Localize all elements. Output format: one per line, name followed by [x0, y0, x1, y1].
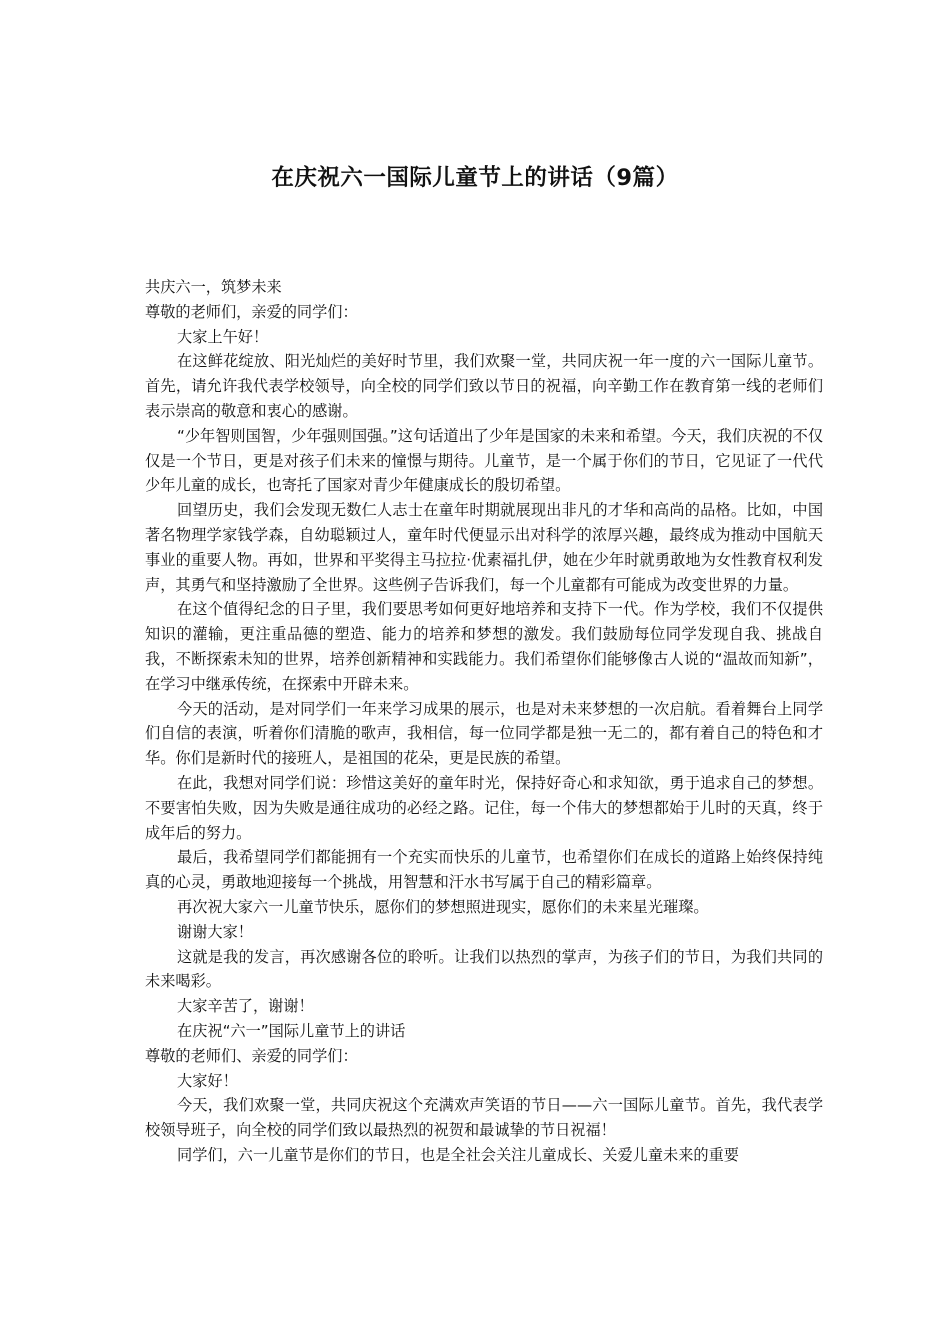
paragraph: 今天的活动，是对同学们一年来学习成果的展示，也是对未来梦想的一次启航。看着舞台上同学们自信的表演，听着你们清脆的歌声，我相信，每一位同学都是独一无二的，都有着自己的特色和才华。你们是新时代的接班人，是祖国的花朵，更是民族的希望。 — [145, 699, 823, 768]
paragraph: 尊敬的老师们，亲爱的同学们： — [145, 302, 358, 321]
paragraph: 在此，我想对同学们说：珍惜这美好的童年时光，保持好奇心和求知欲，勇于追求自己的梦想。不要害怕失败，因为失败是通往成功的必经之路。记住，每一个伟大的梦想都始于儿时的天真，终于成年后的努力。 — [145, 773, 823, 842]
paragraph: 在这鲜花绽放、阳光灿烂的美好时节里，我们欢聚一堂，共同庆祝一年一度的六一国际儿童节。首先，请允许我代表学校领导，向全校的同学们致以节日的祝福，向辛勤工作在教育第一线的老师们表示崇高的敬意和衷心的感谢。 — [145, 352, 823, 420]
paragraph: 同学们，六一儿童节是你们的节日，也是全社会关注儿童成长、关爱儿童未来的重要 — [177, 1145, 739, 1164]
paragraph: 在庆祝“六一”国际儿童节上的讲话 — [177, 1021, 406, 1040]
paragraph: 回望历史，我们会发现无数仁人志士在童年时期就展现出非凡的才华和高尚的品格。比如，中国著名物理学家钱学森，自幼聪颖过人，童年时代便显示出对科学的浓厚兴趣，最终成为推动中国航天事业的重要人物。再如，世界和平奖得主马拉拉·优素福扎伊，她在少年时就勇敢地为女性教育权利发声，其勇气和坚持激励了全世界。这些例子告诉我们，每一个儿童都有可能成为改变世界的力量。 — [145, 501, 823, 594]
document-body — [145, 275, 823, 1168]
paragraph: 尊敬的老师们、亲爱的同学们： — [145, 1046, 358, 1065]
paragraph: 大家好！ — [177, 1071, 238, 1090]
paragraph: 共庆六一，筑梦未来 — [145, 278, 282, 296]
paragraph: 再次祝大家六一儿童节快乐，愿你们的梦想照进现实，愿你们的未来星光璀璨。 — [177, 897, 709, 916]
paragraph: 今天，我们欢聚一堂，共同庆祝这个充满欢声笑语的节日——六一国际儿童节。首先，我代表学校领导班子，向全校的同学们致以最热烈的祝贺和最诚挚的节日祝福！ — [145, 1096, 823, 1140]
paragraph: 这就是我的发言，再次感谢各位的聆听。让我们以热烈的掌声，为孩子们的节日，为我们共同的未来喝彩。 — [145, 947, 823, 991]
paragraph: 大家辛苦了，谢谢！ — [177, 997, 314, 1016]
paragraph: 谢谢大家！ — [177, 922, 253, 941]
document-title: 在庆祝六一国际儿童节上的讲话（9篇） — [271, 165, 679, 191]
paragraph: 大家上午好！ — [177, 327, 269, 346]
paragraph: 最后，我希望同学们都能拥有一个充实而快乐的儿童节，也希望你们在成长的道路上始终保持纯真的心灵，勇敢地迎接每一个挑战，用智慧和汗水书写属于自己的精彩篇章。 — [145, 848, 823, 892]
paragraph: “少年智则国智，少年强则国强。”这句话道出了少年是国家的未来和希望。今天，我们庆祝的不仅仅是一个节日，更是对孩子们未来的憧憬与期待。儿童节，是一个属于你们的节日，它见证了一代代少年儿童的成长，也寄托了国家对青少年健康成长的殷切希望。 — [145, 426, 824, 495]
paragraph: 在这个值得纪念的日子里，我们要思考如何更好地培养和支持下一代。作为学校，我们不仅提供知识的灌输，更注重品德的塑造、能力的培养和梦想的激发。我们鼓励每位同学发现自我、挑战自我，不断探索未知的世界，培养创新精神和实践能力。我们希望你们能够像古人说的“温故而知新”，在学习中继承传统，在探索中开辟未来。 — [145, 600, 823, 693]
